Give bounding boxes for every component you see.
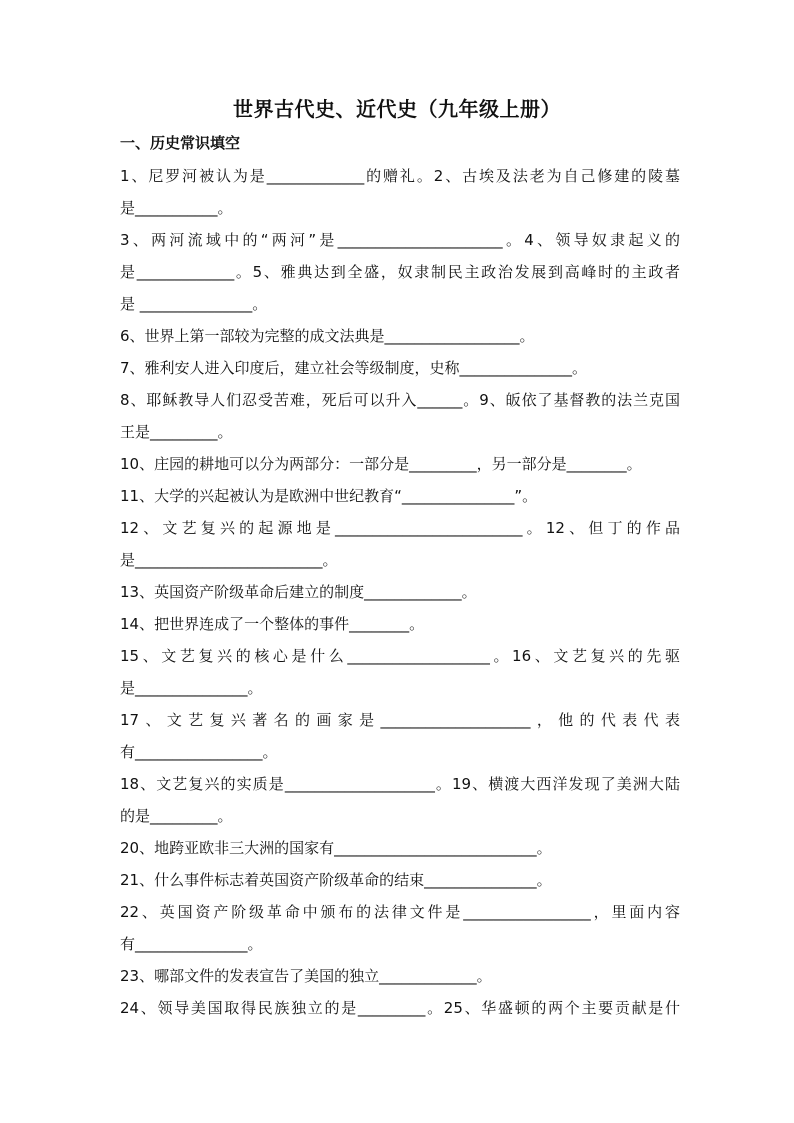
page-title: 世界古代史、近代史（九年级上册） (233, 97, 561, 121)
question-line-14: 13、英国资产阶级革命后建立的制度_____________。 (120, 583, 477, 601)
question-line-10: 10、庄园的耕地可以分为两部分：一部分是_________，另一部分是________。 (120, 455, 642, 473)
question-line-1: 1、尼罗河被认为是_____________的赠礼。2、古埃及法老为自己修建的陵墓 (120, 167, 680, 185)
question-line-21: 的是_________。 (120, 807, 233, 825)
question-line-24: 22、英国资产阶级革命中颁布的法律文件是_________________，里面内容 (120, 903, 680, 921)
question-line-17: 是_______________。 (120, 679, 263, 697)
question-line-26: 23、哪部文件的发表宣告了美国的独立_____________。 (120, 967, 492, 985)
question-line-27: 24、领导美国取得民族独立的是_________。25、华盛顿的两个主要贡献是什 (120, 999, 680, 1017)
question-line-5: 是 _______________。 (120, 295, 268, 313)
question-line-7: 7、雅利安人进入印度后，建立社会等级制度，史称_______________。 (120, 359, 588, 377)
question-line-13: 是_________________________。 (120, 551, 338, 569)
question-line-8: 8、耶稣教导人们忍受苦难，死后可以升入______。9、皈依了基督教的法兰克国 (120, 391, 680, 409)
question-line-6: 6、世界上第一部较为完整的成文法典是__________________。 (120, 327, 535, 345)
question-line-9: 王是_________。 (120, 423, 233, 441)
question-line-15: 14、把世界连成了一个整体的事件________。 (120, 615, 425, 633)
question-line-2: 是___________。 (120, 199, 233, 217)
question-line-25: 有_______________。 (120, 935, 263, 953)
section-heading: 一、历史常识填空 (120, 134, 241, 152)
question-line-23: 21、什么事件标志着英国资产阶级革命的结束_______________。 (120, 871, 552, 889)
question-line-12: 12、文艺复兴的起源地是_________________________。12、但丁的作品 (120, 519, 680, 537)
question-line-16: 15、文艺复兴的核心是什么___________________。16、文艺复兴的先驱 (120, 647, 680, 665)
question-line-18: 17、文艺复兴著名的画家是____________________，他的代表代表 (120, 711, 680, 729)
question-line-22: 20、地跨亚欧非三大洲的国家有___________________________。 (120, 839, 552, 857)
question-line-20: 18、文艺复兴的实质是____________________。19、横渡大西洋发现了美洲大陆 (120, 775, 680, 793)
question-line-3: 3、两河流域中的“两河”是______________________。4、领导奴隶起义的 (120, 231, 680, 249)
question-line-11: 11、大学的兴起被认为是欧洲中世纪教育“_______________”。 (120, 487, 538, 505)
question-line-19: 有_________________。 (120, 743, 278, 761)
question-line-4: 是_____________。5、雅典达到全盛，奴隶制民主政治发展到高峰时的主政者 (120, 263, 680, 281)
